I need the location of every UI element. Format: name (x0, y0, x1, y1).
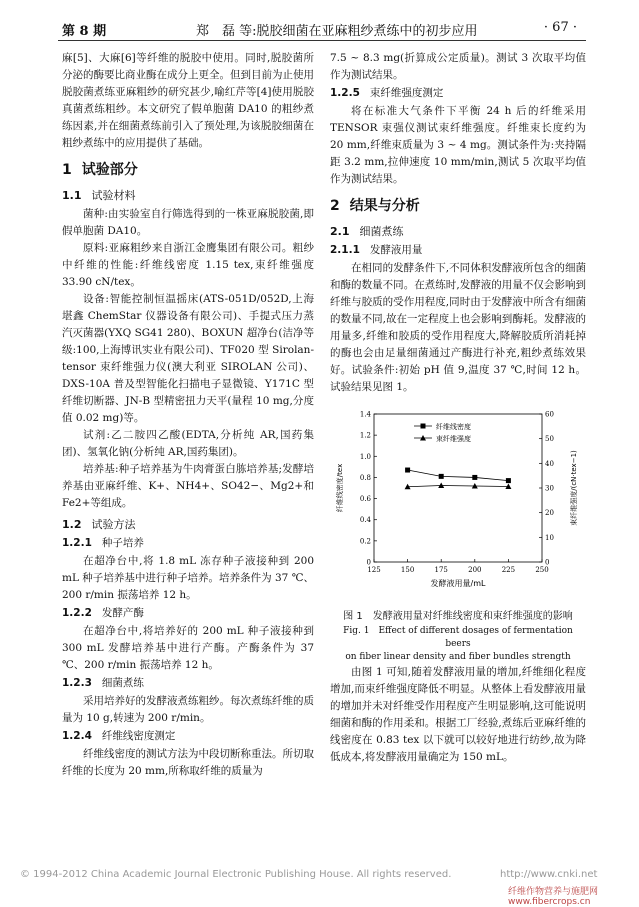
material-paragraph: 原料:亚麻粗纱来自浙江金鹰集团有限公司。粗纱中纤维的性能:纤维线密度 1.15 tex,束纤维强度 33.90 cN/tex。 (62, 242, 314, 288)
subsubsection-title: 发酵液用量 (369, 244, 423, 256)
copyright-text: © 1994-2012 China Academic Journal Electronic Publishing House. All rights reserved. (20, 869, 452, 880)
subsubsection-1-2-1-heading (62, 535, 314, 552)
y-left-tick-label: 0.6 (359, 495, 371, 504)
footer-url[interactable]: http://www.cnki.net (500, 869, 598, 880)
figure-1 (330, 402, 586, 608)
subsection-number: 2.1 (330, 225, 350, 238)
subsubsection-2-1-1-heading (330, 242, 586, 259)
subsection-number: 1.1 (62, 189, 82, 202)
equipment-paragraph: 设备:智能控制恒温摇床(ATS-051D/052D,上海堪鑫 ChemStar 仪器设备有限公司)、手提式压力蒸汽灭菌器(YXQ SG41 280)、BOXUN 超净台(洁净等级:100,上海博讯实业有限公司)、TF020 型 Sirolan-tensor 束纤维强力仪(澳大利亚 SIROLAN 公司)、DXS-10A 普及型智能化扫描电子显微镜、Y171C 型纤维切断器、JN-B 型精密扭力天平(量程 10 mg,分度值 0.02 mg)等。 (62, 293, 314, 424)
y-left-tick-label: 1.0 (359, 452, 371, 461)
y-right-tick-label: 30 (545, 484, 554, 493)
data-point-square (506, 478, 511, 483)
x-tick-label: 225 (501, 566, 516, 574)
continued-paragraph: 7.5 ~ 8.3 mg(折算成公定质量)。测试 3 次取平均值作为测试结果。 (330, 52, 586, 81)
y-left-tick-label: 0 (366, 558, 371, 567)
dosage-paragraph: 在相同的发酵条件下,不同体积发酵液所包含的细菌和酶的数量不同。在煮练时,发酵液的用量不仅会影响到纤维与胶质的受作用程度,同时由于发酵液中所含有细菌的数量不同,故在一定程度上也会影响到酶耗。发酵液的用量多,纤维和胶质的受作用程度大,降解胶质所消耗掉的酶也会由足量细菌通过产酶进行补充,粗纱煮练效果好。试验条件:初始 pH 值 9,温度 37 ℃,时间 12 h。试验结果见图 1。 (330, 262, 586, 393)
running-title: 郑 磊 等:脱胶细菌在亚麻粗纱煮练中的初步应用 (196, 24, 478, 39)
watermark-text: 纤维作物营养与施肥网 www.fibercrops.cn (508, 887, 599, 907)
discussion-paragraph: 由图 1 可知,随着发酵液用量的增加,纤维细化程度增加,而束纤维强度降低不明显。从整体上看发酵液用量的增加并未对纤维受作用程度产生明显影响,这可能说明细菌和酶的作用柔和。根据工厂经验,煮练后亚麻纤维的线密度在 0.83 tex 以下就可以较好地进行纺纱,故为降低成本,将发酵液用量确定为 150 mL。 (330, 666, 586, 763)
strength-paragraph: 将在标准大气条件下平衡 24 h 后的纤维采用 TENSOR 束强仪测试束纤维强度。纤维束长度约为 20 mm,纤维束质量为 3 ~ 4 mg。测试条件为:夹持隔距 3.2 mm,拉伸速度 10 mm/min,测试 5 次取平均值作为测试结果。 (330, 105, 586, 185)
subsection-number: 1.2 (62, 518, 82, 531)
subsection-1-2-heading (62, 516, 314, 533)
data-point-square (439, 474, 444, 479)
issue-number: 第 8 期 (62, 24, 107, 39)
y-right-tick-label: 0 (545, 558, 550, 567)
y-left-tick-label: 0.4 (359, 516, 371, 525)
section-1-heading (62, 162, 314, 179)
y-right-tick-label: 20 (545, 509, 554, 518)
x-axis-label: 发酵液用量/mL (430, 579, 486, 588)
y-left-tick-label: 0.2 (359, 537, 371, 546)
figure-1-caption-en-line1: Fig. 1 Effect of different dosages of fermentation beers (343, 626, 573, 649)
y-left-axis-label: 纤维线密度/tex (336, 463, 344, 513)
figure-1-caption-en-line2: on fiber linear density and fiber bundles strength (345, 652, 571, 662)
legend-label: 纤维线密度 (436, 423, 471, 431)
reagent-paragraph: 试剂:乙二胺四乙酸(EDTA,分析纯 AR,国药集团)、氢氧化钠(分析纯 AR,国药集团)。 (62, 429, 314, 458)
y-right-tick-label: 10 (545, 533, 554, 542)
medium-paragraph: 培养基:种子培养基为牛肉膏蛋白胨培养基;发酵培养基由亚麻纤维、K+、NH4+、SO42−、Mg2+和 Fe2+等组成。 (62, 463, 314, 509)
x-tick-label: 175 (434, 566, 448, 574)
section-2-heading (330, 198, 586, 215)
data-point-square (405, 468, 410, 473)
series-line (408, 486, 509, 487)
linear-density-paragraph: 纤维线密度的测试方法为中段切断称重法。所切取纤维的长度为 20 mm,所称取纤维的质量为 (62, 748, 314, 777)
enzyme-production-paragraph: 在超净台中,将培养好的 200 mL 种子液接种到 300 mL 发酵培养基中进行产酶。产酶条件为 37 ℃、200 r/min 振荡培养 12 h。 (62, 625, 314, 671)
left-column (62, 50, 314, 780)
legend-label: 束纤维强度 (436, 435, 471, 443)
right-column (330, 50, 586, 766)
subsubsection-title: 种子培养 (101, 537, 144, 549)
subsubsection-title: 束纤维强度测定 (369, 87, 444, 99)
figure-1-chart (330, 402, 586, 602)
data-point-square (472, 475, 477, 480)
bacterial-scouring-paragraph: 采用培养好的发酵液煮练粗纱。每次煮练纤维的质量为 10 g,转速为 200 r/min。 (62, 695, 314, 724)
subsubsection-number: 1.2.4 (62, 730, 92, 742)
running-header (0, 20, 639, 40)
subsubsection-title: 发酵产酶 (101, 607, 144, 619)
subsubsection-number: 1.2.3 (62, 677, 92, 689)
x-tick-label: 125 (367, 566, 381, 574)
figure-1-caption-cn: 图 1 发酵液用量对纤维线密度和束纤维强度的影响 (343, 611, 573, 622)
section-number: 2 (330, 198, 340, 214)
y-right-tick-label: 60 (545, 410, 554, 419)
subsection-2-1-heading (330, 223, 586, 240)
subsubsection-title: 纤维线密度测定 (101, 730, 176, 742)
header-rule (58, 40, 586, 41)
y-right-tick-label: 50 (545, 435, 554, 444)
legend-marker-square (421, 424, 426, 429)
section-title: 结果与分析 (349, 198, 420, 214)
page-footer (20, 869, 620, 880)
subsubsection-number: 1.2.1 (62, 537, 92, 549)
section-number: 1 (62, 162, 72, 178)
subsubsection-number: 1.2.2 (62, 607, 92, 619)
subsection-1-1-heading (62, 187, 314, 204)
subsection-title: 细菌煮练 (359, 225, 404, 238)
x-tick-label: 250 (535, 566, 549, 574)
series-line (408, 470, 509, 481)
y-left-tick-label: 1.4 (359, 410, 371, 419)
intro-paragraph: 麻[5]、大麻[6]等纤维的脱胶中使用。同时,脱胶菌所分泌的酶要比商业酶在成分上更全。但到目前为止使用脱胶菌煮练亚麻粗纱的研究甚少,喻红芹等[4]使用脱胶真菌煮练粗纱。本文研究了假单胞菌 DA10 的粗纱煮练因素,并在细菌煮练前引入了预处理,为该脱胶细菌在粗纱煮练中的应用提供了基础。 (62, 52, 314, 149)
subsection-title: 试验材料 (91, 189, 136, 202)
subsubsection-1-2-2-heading (62, 605, 314, 622)
x-tick-label: 200 (468, 566, 482, 574)
subsubsection-1-2-4-heading (62, 728, 314, 745)
subsubsection-number: 2.1.1 (330, 244, 360, 256)
strain-paragraph: 菌种:由实验室自行筛选得到的一株亚麻脱胶菌,即假单胞菌 DA10。 (62, 208, 314, 237)
subsubsection-1-2-5-heading (330, 85, 586, 102)
y-left-tick-label: 0.8 (359, 473, 371, 482)
subsubsection-number: 1.2.5 (330, 87, 360, 99)
y-left-tick-label: 1.2 (359, 431, 371, 440)
y-right-tick-label: 40 (545, 459, 554, 468)
subsubsection-1-2-3-heading (62, 675, 314, 692)
section-title: 试验部分 (81, 162, 138, 178)
y-right-axis-label: 束纤维强度/(cN·tex−1) (570, 450, 578, 526)
x-tick-label: 150 (400, 566, 415, 574)
page-number: · 67 · (543, 20, 577, 35)
subsection-title: 试验方法 (91, 518, 136, 531)
seed-culture-paragraph: 在超净台中,将 1.8 mL 冻存种子液接种到 200 mL 种子培养基中进行种子培养。培养条件为 37 ℃、200 r/min 振荡培养 12 h。 (62, 555, 314, 601)
subsubsection-title: 细菌煮练 (101, 677, 144, 689)
